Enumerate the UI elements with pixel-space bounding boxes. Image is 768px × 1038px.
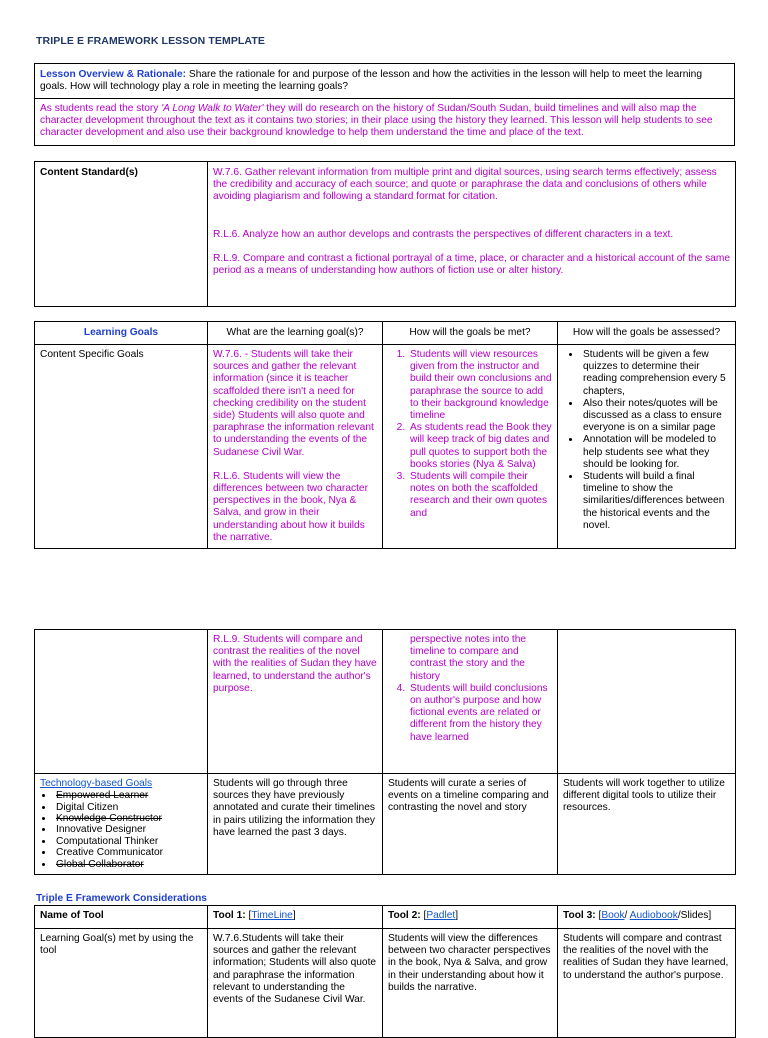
overview-book-title: 'A Long Walk to Water' xyxy=(161,103,264,114)
goals-assessed-cell xyxy=(558,345,736,549)
tech-goal-text: Students will go through three sources they have previously annotated and curate their timelines in pairs utilizing the information they have learned the past 3 days. xyxy=(208,774,383,875)
tech-goal-computational-thinker: • Computational Thinker xyxy=(54,836,202,847)
met-item-1: 1. Students will view resources given from the instructor and build their own conclusions and paraphrase the source to add to their background knowledge timeline xyxy=(408,349,552,422)
standard-rl9: R.L.9. Compare and contrast a fictional portrayal of a time, place, or character and a historical account of the same period as a means of understanding how authors of fiction use or alter history. xyxy=(213,252,730,277)
tool1-goal: W.7.6.Students will take their sources and gather the relevant information; Students will also quote and paraphrase the information relevant to understanding the events of the Sudanese Civil War. xyxy=(208,929,383,1038)
continued-met-list xyxy=(388,683,552,744)
considerations-title: Triple E Framework Considerations xyxy=(36,893,207,904)
tool3-header: Tool 3: [Book/ Audiobook/Slides] xyxy=(558,906,736,929)
tool3-book-link[interactable]: Book xyxy=(601,910,625,921)
tool1-link[interactable]: TimeLine xyxy=(251,910,293,921)
tool3-goal: Students will compare and contrast the realities of the novel with the realities of Sudan they have learned, to understand the author's purpose. xyxy=(558,929,736,1038)
overview-table xyxy=(34,63,735,146)
tool2-header: Tool 2: [Padlet] xyxy=(383,906,558,929)
tool1-header: Tool 1: [TimeLine] xyxy=(208,906,383,929)
header-how-assessed: How will the goals be assessed? xyxy=(558,322,736,345)
continued-met-cell xyxy=(383,630,558,774)
tech-met-text: Students will curate a series of events on a timeline comparing and contrasting the novel and story xyxy=(383,774,558,875)
standards-label: Content Standard(s) xyxy=(35,162,208,307)
tech-goal-creative-communicator: • Creative Communicator xyxy=(54,847,202,858)
tool-goals-label: Learning Goal(s) met by using the tool xyxy=(35,929,208,1038)
assessed-item-4: • Students will build a final timeline to show the similarities/differences between the historical events and the novel. xyxy=(581,471,730,532)
tool-name-label: Name of Tool xyxy=(35,906,208,929)
tech-goals-list xyxy=(40,790,202,870)
goal-rl6: R.L.6. Students will view the differences between two character perspectives in the book, Nya & Salva, and grow in their understanding about how it builds the narrative. xyxy=(213,470,368,543)
standards-list xyxy=(208,162,736,307)
considerations-table xyxy=(34,905,736,1038)
tech-goal-knowledge-constructor: • Knowledge Constructor xyxy=(54,813,202,824)
standard-w76: W.7.6. Gather relevant information from multiple print and digital sources, using search terms effectively; assess the credibility and accuracy of each source; and quote or paraphrase the data and conclusions of others while avoiding plagiarism and following a standard format for citation. xyxy=(213,167,717,203)
continued-assessed-cell xyxy=(558,630,736,774)
goals-table xyxy=(34,321,736,549)
overview-answer-cell xyxy=(35,99,735,146)
overview-prompt: Share the rationale for and purpose of the lesson and how the activities in the lesson will help to meet the learning goals. How will technology play a role in meeting the learning goals? xyxy=(40,69,702,93)
goal-w76: W.7.6. - Students will take their sources and gather the relevant information (since it is teacher scaffolded there isn't a need for checking credibility on the student side) Students will also quote and paraphrase the information relevant to understanding the events of the Sudanese Civil War. xyxy=(213,349,374,458)
document-title: TRIPLE E FRAMEWORK LESSON TEMPLATE xyxy=(36,35,265,47)
tech-goal-digital-citizen: • Digital Citizen xyxy=(54,802,202,813)
content-goals-cell xyxy=(208,345,383,549)
tech-goals-link[interactable]: Technology-based Goals xyxy=(40,778,153,789)
met-item-4: 4. Students will build conclusions on author's purpose and how fictional events are related or different from the history they have learned xyxy=(408,683,552,744)
tool3-audiobook-link[interactable]: Audiobook xyxy=(629,910,678,921)
tech-goals-cell xyxy=(35,774,208,875)
header-what-goals: What are the learning goal(s)? xyxy=(208,322,383,345)
goals-continued-table xyxy=(34,629,736,875)
goals-met-cell xyxy=(383,345,558,549)
overview-answer-post: they will do research on the history of Sudan/South Sudan, build timelines and will also map the character development throughout the text as it contains two stories; in their place using the history they learned. This lesson will help students to see character development and also use their background knowledge to help them understand the time and place of the text. xyxy=(40,103,713,139)
standards-table xyxy=(34,161,736,307)
header-learning-goals: Learning Goals xyxy=(35,322,208,345)
overview-answer-pre: As students read the story xyxy=(40,103,162,114)
goal-rl9: R.L.9. Students will compare and contrast the realities of the novel with the realities of Sudan they have learned, to understand the author's purpose. xyxy=(208,630,383,774)
tech-goal-global-collaborator: • Global Collaborator xyxy=(54,859,202,870)
assessed-item-1: • Students will be given a few quizzes to determine their reading comprehension every 5 chapters, xyxy=(581,349,730,398)
content-goals-label: Content Specific Goals xyxy=(35,345,208,549)
assessed-item-2: • Also their notes/quotes will be discussed as a class to ensure everyone is on a similar page xyxy=(581,398,730,435)
overview-prompt-cell xyxy=(35,64,735,99)
tech-goal-empowered-learner: • Empowered Learner xyxy=(54,790,202,801)
header-how-met: How will the goals be met? xyxy=(383,322,558,345)
tech-goal-innovative-designer: • Innovative Designer xyxy=(54,824,202,835)
met-item-3-continued: perspective notes into the timeline to compare and contrast the story and the history xyxy=(410,634,527,682)
met-item-2: 2. As students read the Book they will keep track of big dates and pull quotes to support both the books stories (Nya & Salva) xyxy=(408,422,552,471)
goals-met-list xyxy=(388,349,552,520)
goals-assessed-list xyxy=(563,349,730,532)
tech-assessed-text: Students will work together to utilize different digital tools to utilize their resources. xyxy=(558,774,736,875)
standard-rl6: R.L.6. Analyze how an author develops and contrasts the perspectives of different characters in a text. xyxy=(213,228,674,240)
continued-label-cell xyxy=(35,630,208,774)
overview-label: Lesson Overview & Rationale: xyxy=(40,69,187,80)
met-item-3: 3. Students will compile their notes on both the scaffolded research and their own quotes and xyxy=(408,471,552,520)
tool2-link[interactable]: Padlet xyxy=(426,910,456,921)
assessed-item-3: • Annotation will be modeled to help students see what they should be looking for. xyxy=(581,434,730,471)
tool2-goal: Students will view the differences between two character perspectives in the book, Nya & Salva, and grow in their understanding about how it builds the narrative. xyxy=(383,929,558,1038)
